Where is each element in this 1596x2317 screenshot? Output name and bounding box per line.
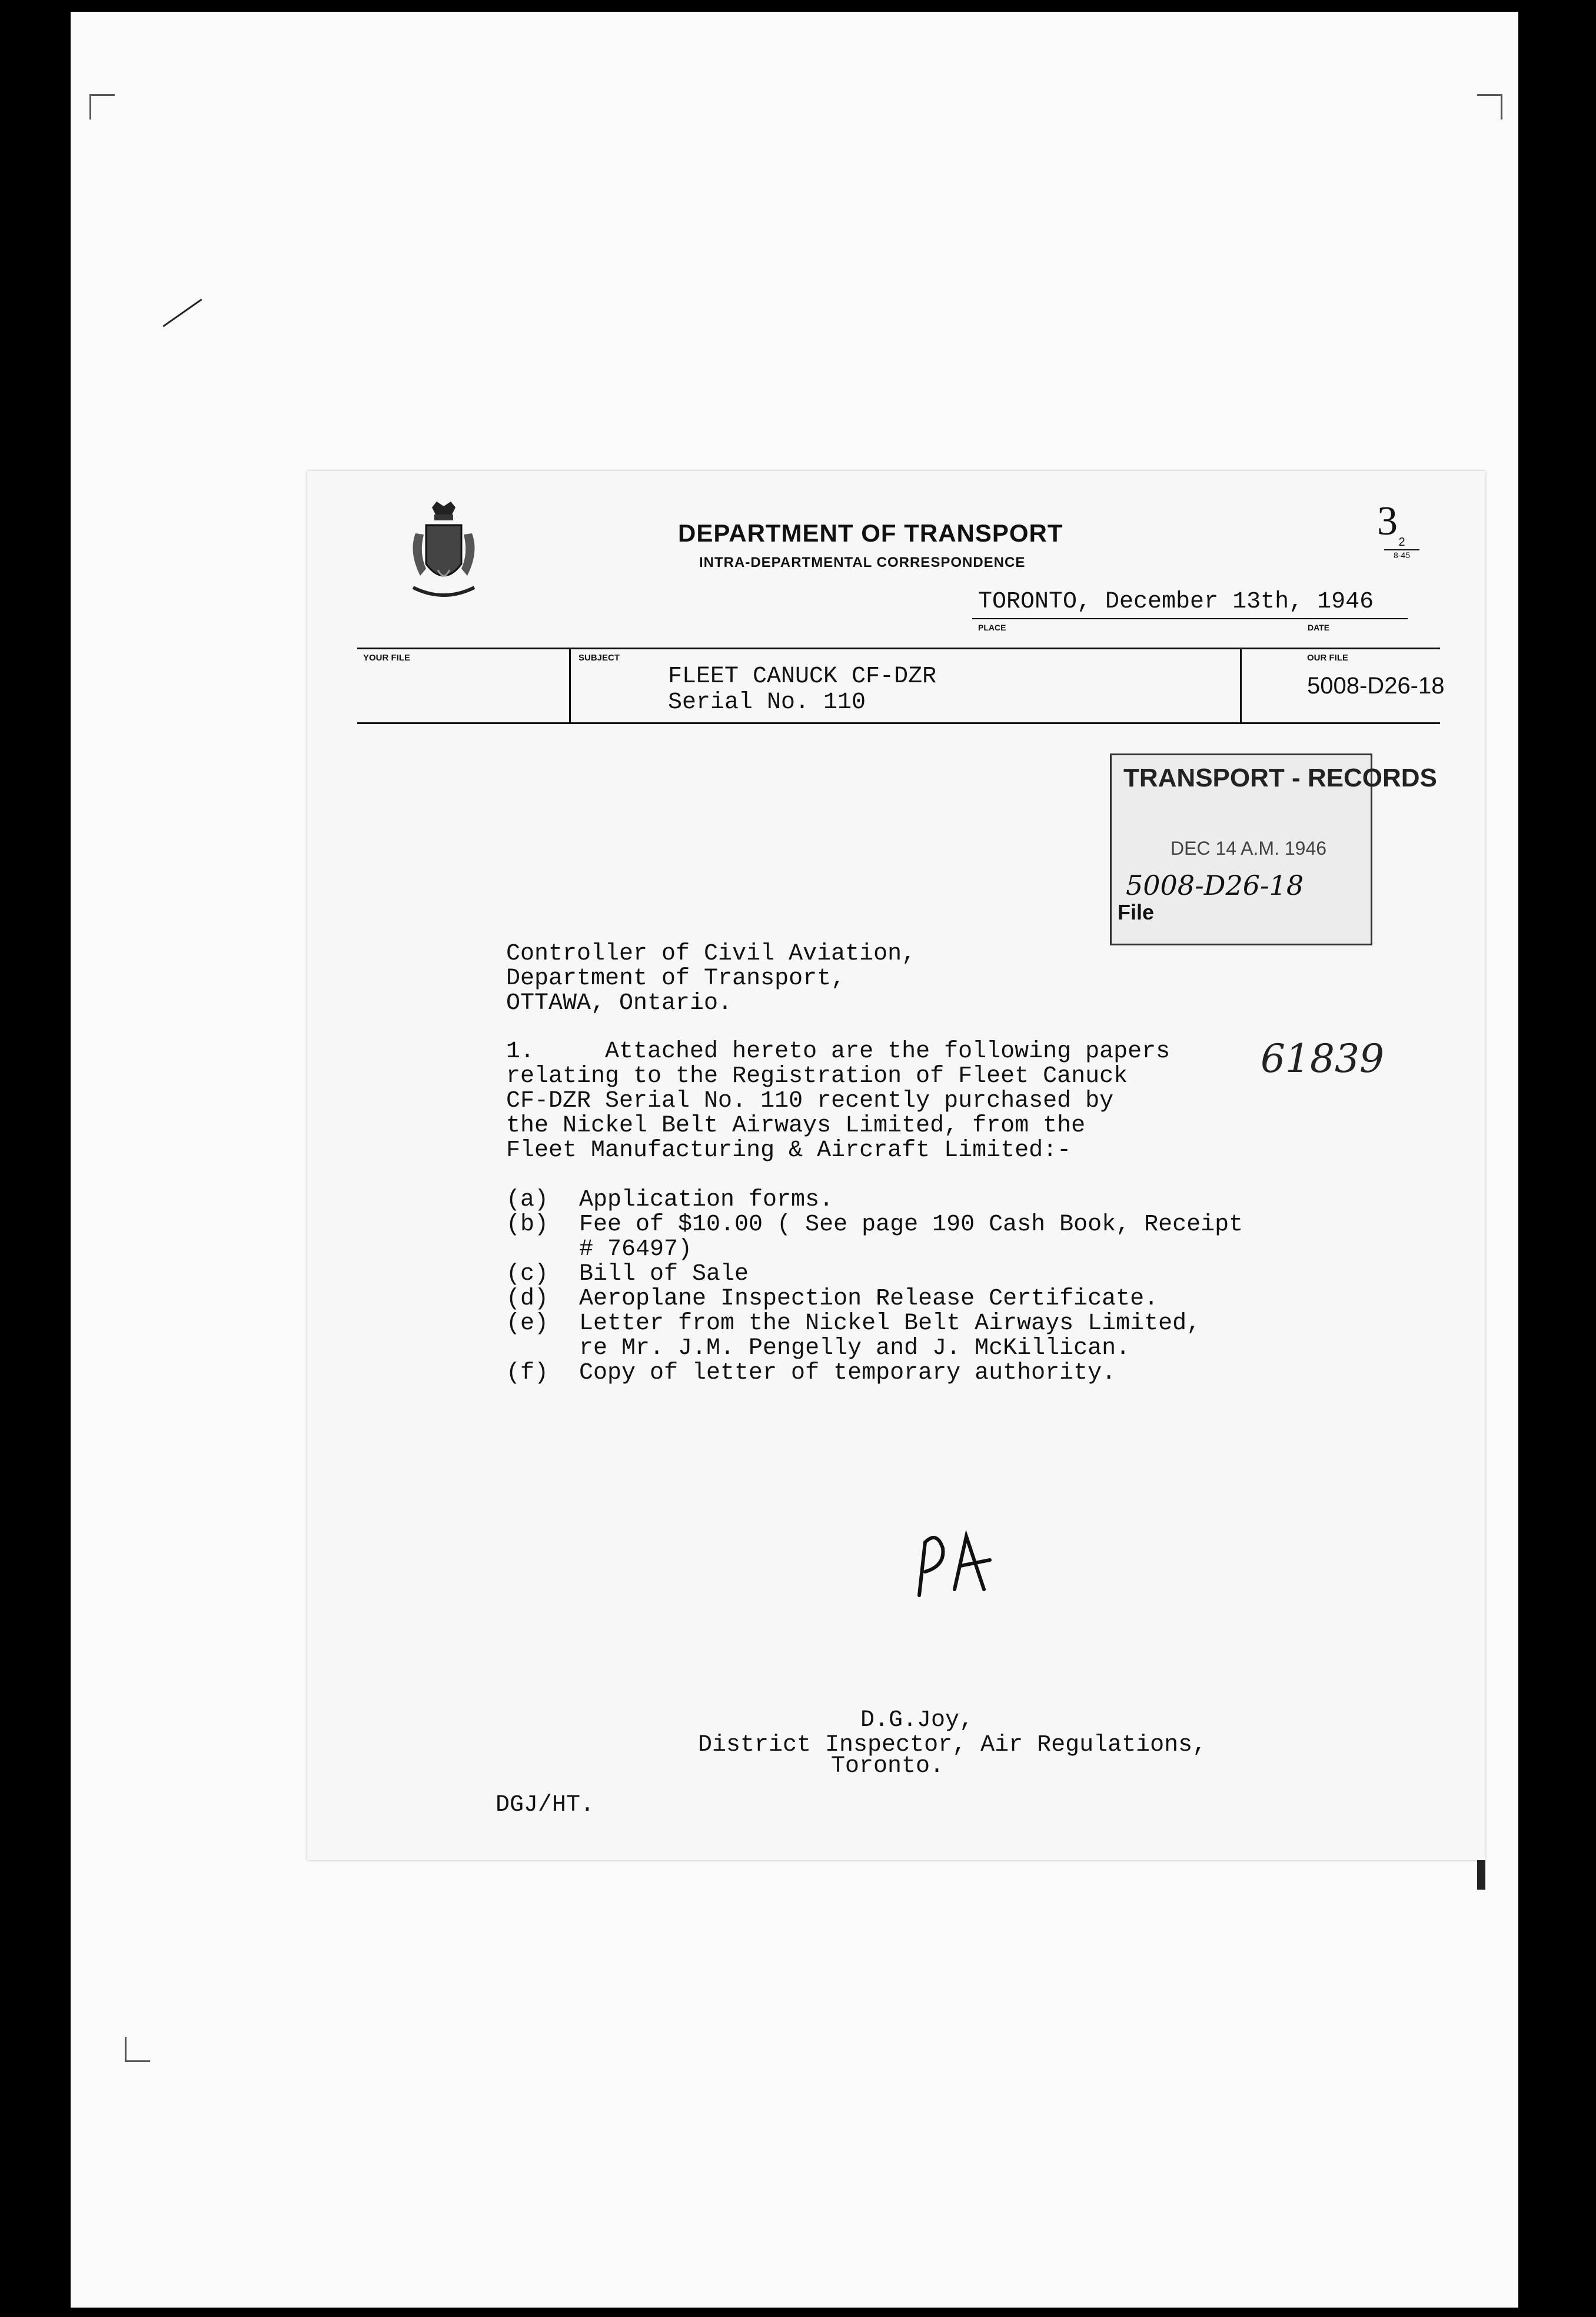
- header-box: [357, 648, 1445, 724]
- form-code-number: 2: [1384, 536, 1419, 550]
- signature-name: D.G.Joy,: [860, 1707, 974, 1734]
- addressee-line-1: Controller of Civil Aviation,: [506, 941, 916, 967]
- paragraph-line-5: Fleet Manufacturing & Aircraft Limited:-: [506, 1137, 1072, 1164]
- handwritten-initials-icon: [902, 1525, 1019, 1607]
- typist-initials: DGJ/HT.: [496, 1792, 595, 1818]
- item-letter: (a): [506, 1187, 549, 1213]
- reference-number: 61839: [1261, 1036, 1384, 1081]
- our-file-caption: OUR FILE: [1307, 653, 1348, 663]
- addressee-line-2: Department of Transport,: [506, 965, 846, 992]
- attachment-item-e: [506, 1312, 1201, 1336]
- subject-line-1: FLEET CANUCK CF-DZR: [668, 663, 937, 690]
- item-text: Bill of Sale: [579, 1261, 749, 1287]
- memo-sheet: [307, 471, 1485, 1860]
- date-caption: DATE: [1308, 623, 1330, 632]
- place-date-rule: [972, 618, 1408, 619]
- addressee-line-3: OTTAWA, Ontario.: [506, 990, 733, 1017]
- item-text: # 76497): [579, 1236, 693, 1263]
- item-letter: (b): [506, 1211, 549, 1238]
- stamp-date: DEC 14 A.M. 1946: [1171, 838, 1327, 859]
- paragraph-line-2: relating to the Registration of Fleet Canuck: [506, 1063, 1128, 1090]
- corner-mark-top-right: [1477, 94, 1502, 119]
- correspondence-subtitle: INTRA-DEPARTMENTAL CORRESPONDENCE: [699, 555, 1026, 570]
- page-number: 3: [1377, 499, 1398, 544]
- item-text: Letter from the Nickel Belt Airways Limited,: [579, 1310, 1201, 1337]
- item-text: Aeroplane Inspection Release Certificate.: [579, 1286, 1159, 1312]
- attachment-item-b-continued: [506, 1237, 692, 1262]
- corner-mark-bottom-left: [125, 2037, 150, 2062]
- subject-caption: SUBJECT: [578, 653, 620, 663]
- item-text: Fee of $10.00 ( See page 190 Cash Book, Receipt: [579, 1211, 1243, 1238]
- edge-mark: [162, 298, 202, 327]
- corner-mark-top-left: [89, 94, 115, 119]
- stamp-title: TRANSPORT - RECORDS: [1123, 764, 1437, 792]
- item-text: Application forms.: [579, 1187, 834, 1213]
- item-text: Copy of letter of temporary authority.: [579, 1360, 1116, 1386]
- attachment-item-d: [506, 1287, 1158, 1312]
- your-file-caption: YOUR FILE: [363, 653, 411, 663]
- attachment-item-b: [506, 1213, 1243, 1237]
- records-stamp: [1110, 753, 1437, 945]
- column-divider: [1240, 649, 1242, 722]
- item-letter: (e): [506, 1310, 549, 1337]
- coat-of-arms-icon: [403, 499, 485, 611]
- attachment-item-a: [506, 1188, 833, 1213]
- signature-title: District Inspector, Air Regulations,: [698, 1732, 1207, 1758]
- stamp-file-label: File: [1118, 900, 1155, 924]
- department-title: DEPARTMENT OF TRANSPORT: [678, 519, 1063, 547]
- column-divider: [569, 649, 571, 722]
- item-text: re Mr. J.M. Pengelly and J. McKillican.: [579, 1335, 1130, 1362]
- paragraph-line-4: the Nickel Belt Airways Limited, from the: [506, 1113, 1086, 1139]
- our-file-number: 5008-D26-18: [1307, 673, 1445, 699]
- place-date: TORONTO, December 13th, 1946: [978, 589, 1374, 615]
- place-caption: PLACE: [978, 623, 1006, 632]
- signature-city: Toronto.: [831, 1753, 945, 1780]
- item-letter: (d): [506, 1286, 549, 1312]
- form-code-revision: 8-45: [1393, 550, 1411, 560]
- attachment-item-c: [506, 1262, 749, 1287]
- form-code: [1384, 536, 1419, 560]
- stamp-file-number: 5008-D26-18: [1126, 869, 1304, 901]
- attachment-item-e-continued: [506, 1336, 1130, 1361]
- paragraph-line-3: CF-DZR Serial No. 110 recently purchased by: [506, 1088, 1114, 1114]
- item-letter: (c): [506, 1261, 549, 1287]
- paragraph-line-1: 1. Attached hereto are the following papers: [506, 1038, 1171, 1065]
- attachment-item-f: [506, 1361, 1116, 1386]
- subject-line-2: Serial No. 110: [668, 689, 866, 716]
- item-letter: (f): [506, 1360, 549, 1386]
